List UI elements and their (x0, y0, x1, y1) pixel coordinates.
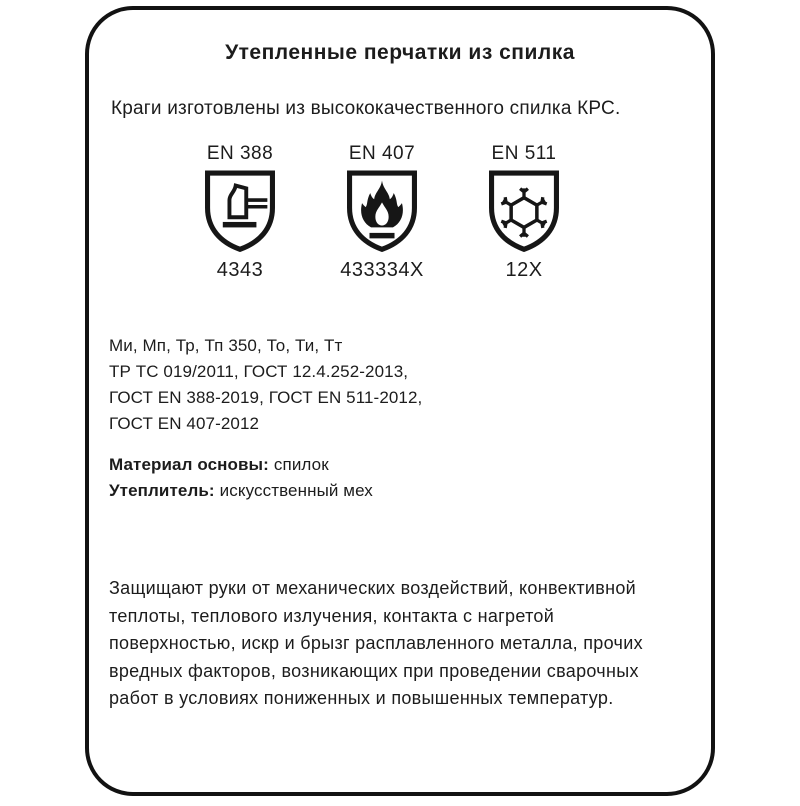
description-line: работ в условиях пониженных и повышенных температур. (109, 688, 614, 708)
standards-line: ТР ТС 019/2011, ГОСТ 12.4.252-2013, (109, 362, 409, 381)
standards-block (109, 333, 691, 437)
certification-code: 4343 (216, 259, 264, 281)
certification-standard-label: EN 388 (206, 143, 274, 164)
shield-flame-heat-icon (342, 168, 422, 254)
certification-item-en388 (169, 142, 311, 282)
certification-item-en511 (453, 142, 595, 282)
certification-code: 433334X (340, 259, 424, 281)
material-value: искусственный мех (219, 481, 373, 500)
material-label: Материал основы: (109, 455, 269, 474)
material-label: Утеплитель: (109, 481, 215, 500)
certification-standard-label: EN 511 (491, 143, 557, 164)
shield-mechanical-hazard-icon (200, 168, 280, 254)
description-line: теплоты, теплового излучения, контакта с нагретой (109, 605, 555, 626)
description-line: поверхностью, искр и брызг расплавленного металла, прочих (109, 633, 643, 653)
material-value: спилок (273, 455, 329, 474)
certification-item-en407 (311, 142, 453, 282)
description-line: Защищают руки от механических воздействий, конвективной (109, 578, 636, 598)
certification-code: 12X (505, 259, 543, 281)
description-block (109, 575, 691, 713)
product-info-card (85, 6, 715, 796)
material-row (109, 452, 691, 478)
standards-line: Ми, Мп, Тр, Тп 350, То, Ти, Тт (109, 336, 343, 355)
product-title: Утепленные перчатки из спилка (225, 41, 575, 64)
material-row (109, 478, 691, 504)
description-line: вредных факторов, возникающих при проведении сварочных (109, 660, 639, 681)
product-subtitle: Краги изготовлены из высококачественного спилка КРС. (111, 98, 621, 119)
standards-line: ГОСТ EN 388-2019, ГОСТ EN 511-2012, (109, 388, 423, 407)
standards-line: ГОСТ EN 407-2012 (109, 414, 260, 433)
materials-block (109, 452, 691, 504)
certification-standard-label: EN 407 (348, 143, 416, 164)
shield-snowflake-cold-icon (484, 168, 564, 254)
certification-row (169, 142, 691, 282)
